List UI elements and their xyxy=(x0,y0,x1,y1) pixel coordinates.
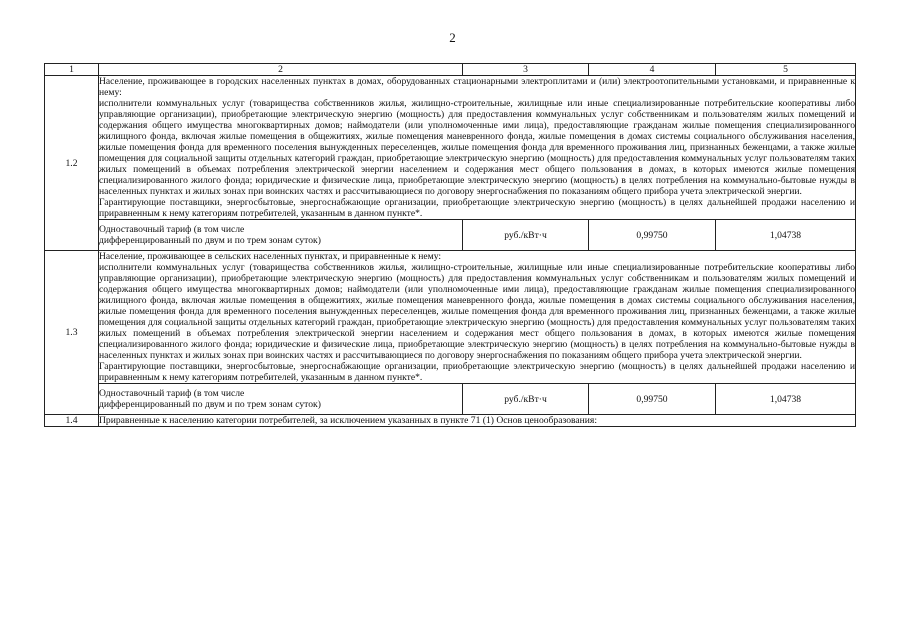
tariff-label xyxy=(99,384,463,415)
header-row xyxy=(45,64,856,76)
row-number: 1.2 xyxy=(45,76,99,251)
description-paragraph: Гарантирующие поставщики, энергосбытовые, энергоснабжающие организации, приобретающие электрическую энергию (мощность) в целях дальнейшей продажи населению и приравненным к нему категориям потребителей, указанным в данном пункте*. xyxy=(99,361,855,383)
tariff-value-2: 1,04738 xyxy=(716,220,856,251)
description-paragraph: исполнители коммунальных услуг (товарищества собственников жилья, жилищно-строительные, жилищные или иные специализированные потребительские кооперативы либо управляющие организации), приобретающие электрическую энергию (мощность) для предоставления коммунальных услуг собственникам и пользователям жилых помещений и содержания общего имущества многоквартирных домов; наймодатели (или уполномоченные ими лица), предоставляющие гражданам жилые помещения специализированного жилищного фонда, включая жилые помещения в общежитиях, жилые помещения маневренного фонда, жилые помещения в домах системы социального обслуживания населения, жилые помещения фонда для временного поселения вынужденных переселенцев, жилые помещения фонда для временного проживания лиц, признанных беженцами, а также жилые помещения для социальной защиты отдельных категорий граждан, приобретающие электрическую энергию (мощность) для предоставления коммунальных услуг пользователям таких жилых помещений в объемах потребления электрической энергии населением и содержания мест общего пользования в домах, в которых имеются жилые помещения специализированного жилого фонда; юридические и физические лица, приобретающие электрическую энергию (мощность) в целях потребления на коммунально-бытовые нужды в населенных пунктах и жилых зонах при воинских частях и рассчитывающиеся по договору энергоснабжения по показаниям общего прибора учета электрической энергии. xyxy=(99,262,855,361)
tariff-unit: руб./кВт·ч xyxy=(463,384,589,415)
tariff-value-1: 0,99750 xyxy=(589,384,716,415)
header-col-5: 5 xyxy=(716,64,856,76)
table-row xyxy=(45,76,856,220)
tariff-row xyxy=(45,220,856,251)
row-description xyxy=(99,76,856,220)
tariff-table xyxy=(44,63,856,427)
tariff-label xyxy=(99,220,463,251)
header-col-1: 1 xyxy=(45,64,99,76)
table-row xyxy=(45,415,856,427)
header-col-3: 3 xyxy=(463,64,589,76)
header-col-2: 2 xyxy=(99,64,463,76)
row-description xyxy=(99,251,856,384)
tariff-value-1: 0,99750 xyxy=(589,220,716,251)
row-description: Приравненные к населению категории потребителей, за исключением указанных в пункте 71 (1) Основ ценообразования: xyxy=(99,415,856,427)
description-paragraph: Население, проживающее в сельских населенных пунктах, и приравненные к нему: xyxy=(99,251,442,262)
description-paragraph: Население, проживающее в городских населенных пунктах в домах, оборудованных стационарными электроплитами и (или) электроотопительными установками, и приравненные к нему: xyxy=(99,76,855,98)
description-paragraph: Гарантирующие поставщики, энергосбытовые, энергоснабжающие организации, приобретающие электрическую энергию (мощность) в целях дальнейшей продажи населению и приравненным к нему категориям потребителей, указанным в данном пункте*. xyxy=(99,197,855,219)
tariff-row xyxy=(45,384,856,415)
tariff-label-line: Одноставочный тариф (в том числе xyxy=(99,224,245,235)
table-row xyxy=(45,251,856,384)
tariff-label-line: дифференцированный по двум и по трем зонам суток) xyxy=(99,399,321,410)
tariff-value-2: 1,04738 xyxy=(716,384,856,415)
row-number: 1.4 xyxy=(45,415,99,427)
page-number: 2 xyxy=(449,30,456,45)
description-paragraph: исполнители коммунальных услуг (товарищества собственников жилья, жилищно-строительные, жилищные или иные специализированные потребительские кооперативы либо управляющие организации), приобретающие электрическую энергию (мощность) для предоставления коммунальных услуг собственникам и пользователям жилых помещений и содержания общего имущества многоквартирных домов; наймодатели (или уполномоченные ими лица), предоставляющие гражданам жилые помещения специализированного жилищного фонда, включая жилые помещения в общежитиях, жилые помещения маневренного фонда, жилые помещения в домах системы социального обслуживания населения, жилые помещения фонда для временного поселения вынужденных переселенцев, жилые помещения фонда для временного проживания лиц, признанных беженцами, а также жилые помещения для социальной защиты отдельных категорий граждан, приобретающие электрическую энергию (мощность) для предоставления коммунальных услуг пользователям таких жилых помещений в объемах потребления электрической энергии населением и содержания мест общего пользования в домах, в которых имеются жилые помещения специализированного жилого фонда; юридические и физические лица, приобретающие электрическую энергию (мощность) в целях потребления на коммунально-бытовые нужды в населенных пунктах и жилых зонах при воинских частях и рассчитывающиеся по договору энергоснабжения по показаниям общего прибора учета электрической энергии. xyxy=(99,98,855,197)
tariff-unit: руб./кВт·ч xyxy=(463,220,589,251)
tariff-label-line: дифференцированный по двум и по трем зонам суток) xyxy=(99,235,321,246)
tariff-label-line: Одноставочный тариф (в том числе xyxy=(99,388,245,399)
header-col-4: 4 xyxy=(589,64,716,76)
row-number: 1.3 xyxy=(45,251,99,415)
